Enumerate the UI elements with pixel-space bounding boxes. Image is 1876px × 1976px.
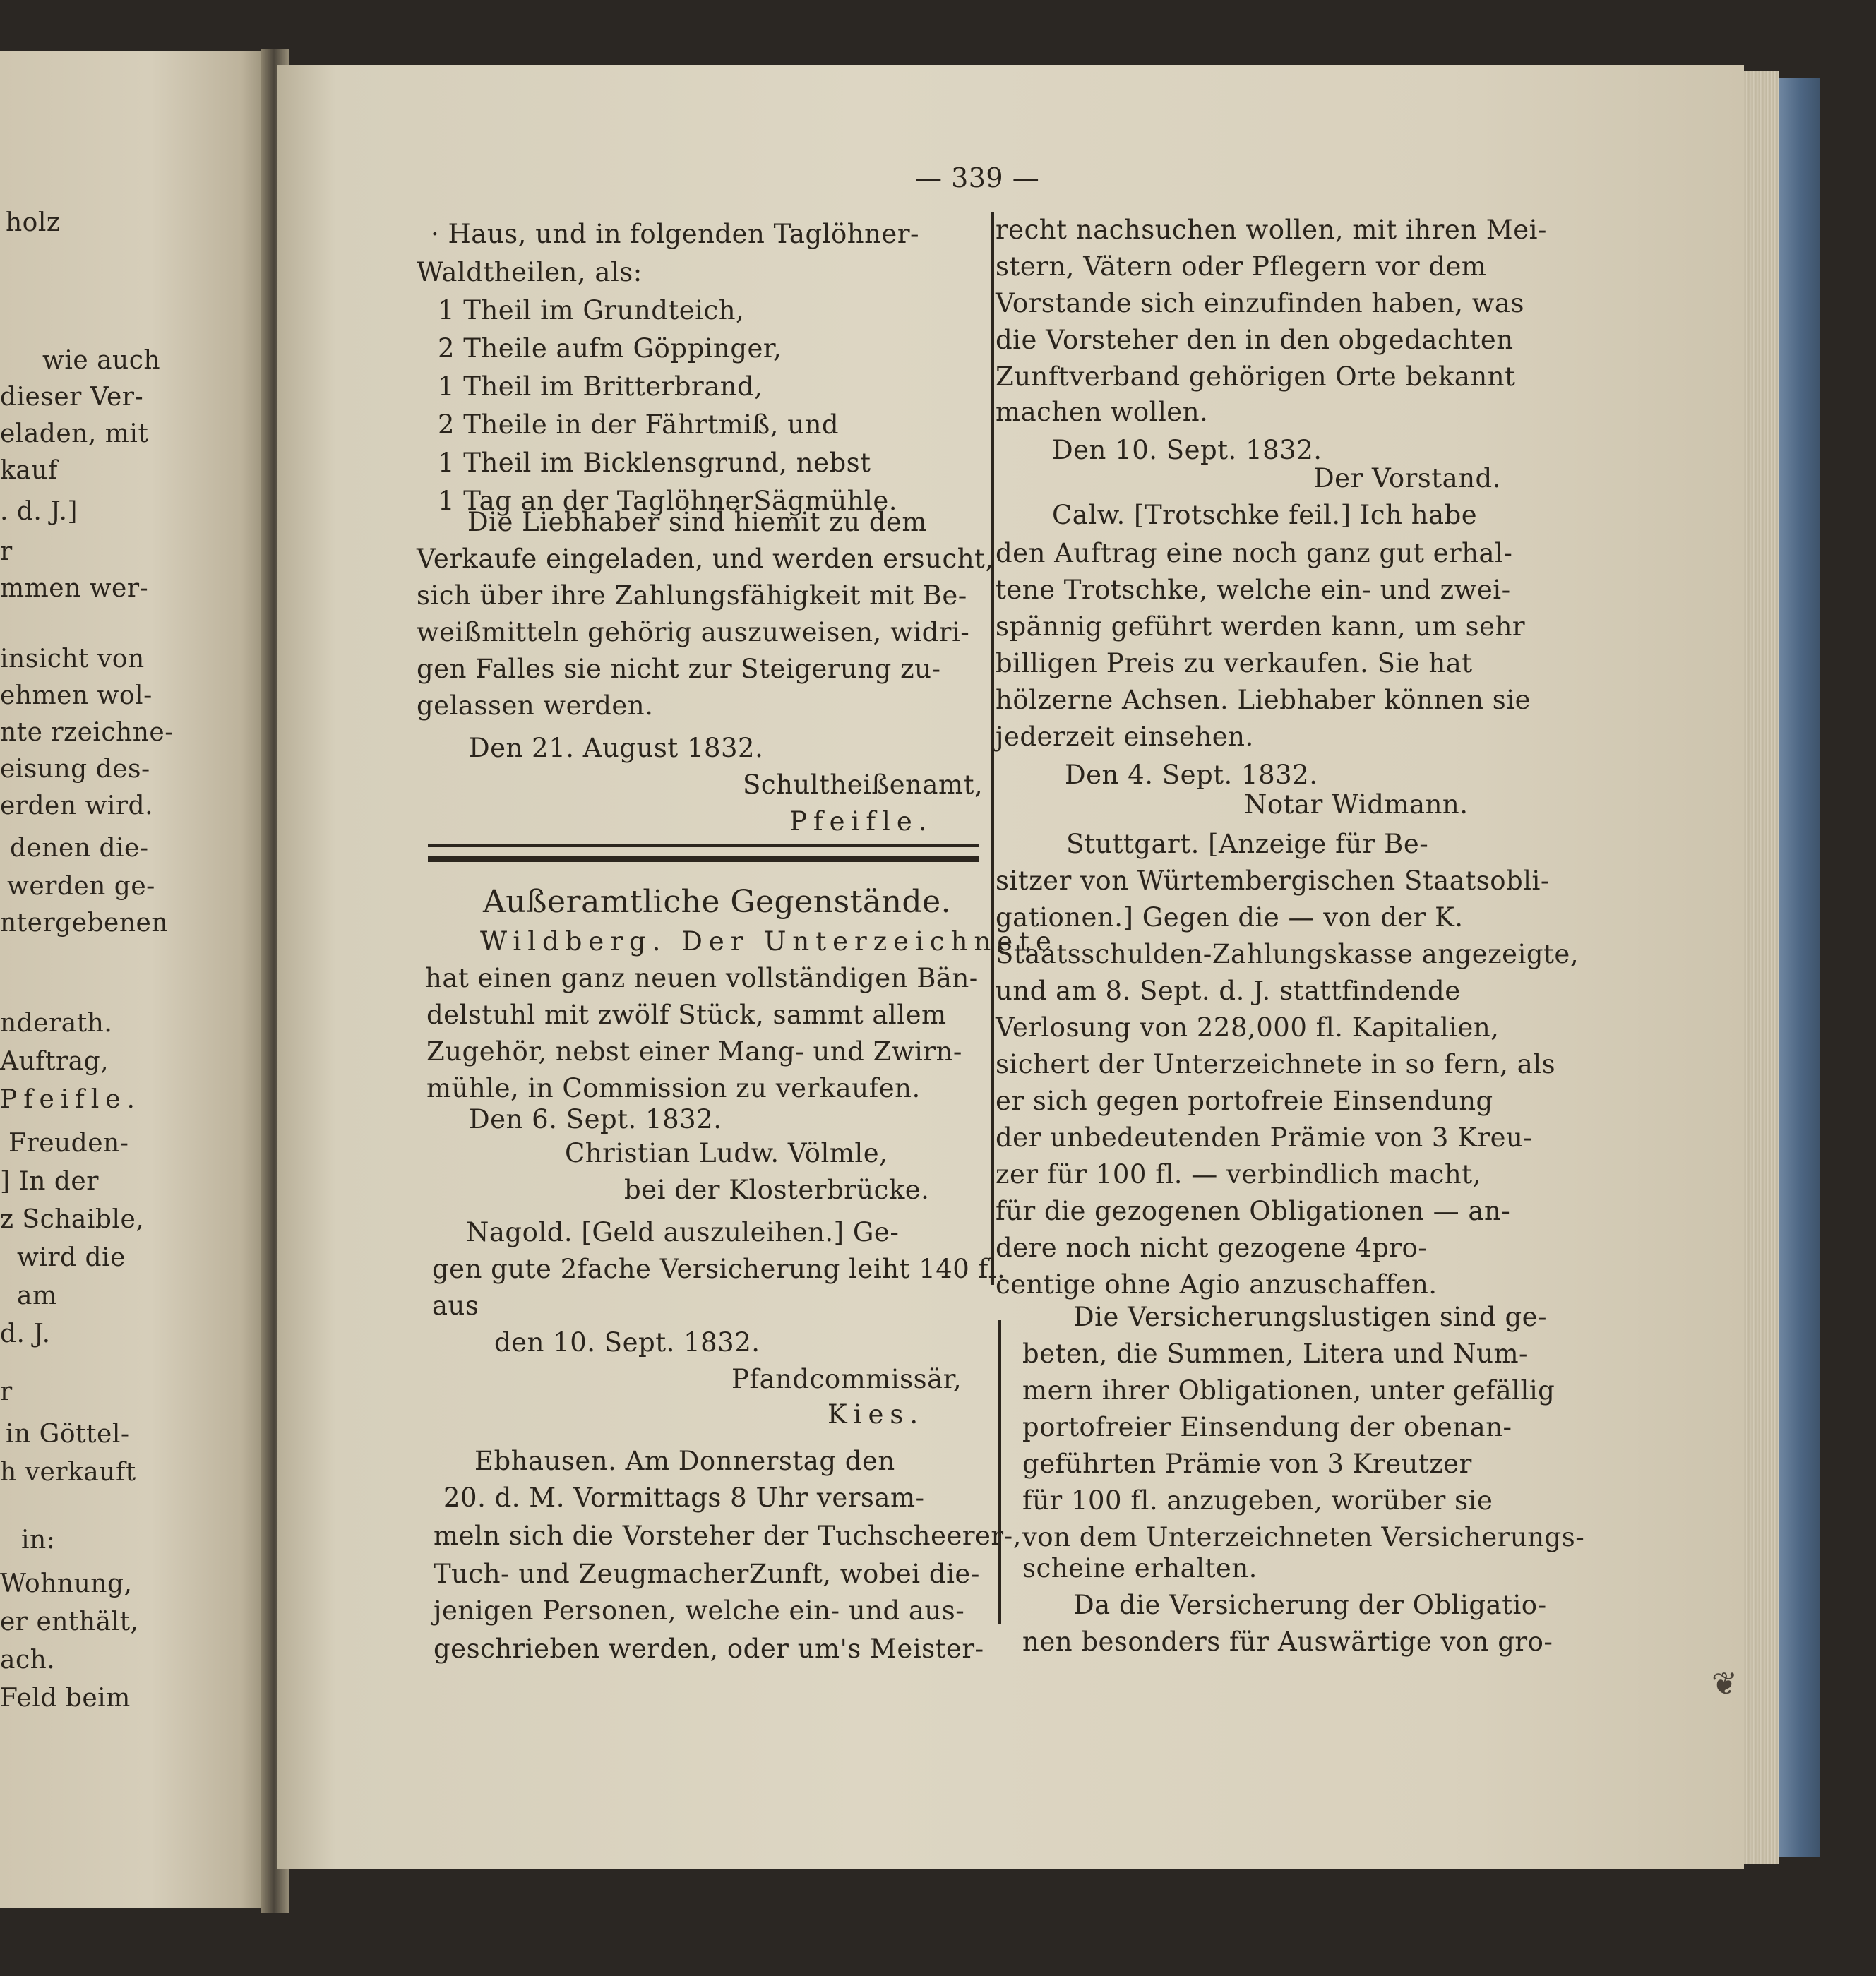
left-fragment: d. J. xyxy=(0,1319,51,1348)
col1-line: gen gute 2fache Versicherung leiht 140 fl. xyxy=(432,1254,1006,1284)
col2-line: machen wollen. xyxy=(996,397,1209,427)
book-cover-edge xyxy=(1779,78,1820,1857)
col2-line: centige ohne Agio anzuschaffen. xyxy=(996,1269,1438,1300)
left-fragment: in: xyxy=(21,1526,56,1555)
col1-line: Tuch- und ZeugmacherZunft, wobei die- xyxy=(434,1559,980,1589)
col2-line: für die gezogenen Obligationen — an- xyxy=(996,1196,1511,1226)
left-page xyxy=(0,51,274,1908)
col2-line: Verlosung von 228,000 fl. Kapitalien, xyxy=(996,1012,1500,1043)
left-fragment: dieser Ver- xyxy=(0,383,144,412)
left-fragment: Auftrag, xyxy=(0,1047,109,1076)
left-fragment: eisung des- xyxy=(0,755,150,784)
col2-line: jederzeit einsehen. xyxy=(996,721,1254,752)
col1-line: Verkaufe eingeladen, und werden ersucht, xyxy=(417,544,994,574)
col1-line: mühle, in Commission zu verkaufen. xyxy=(426,1073,921,1103)
col2-line: scheine erhalten. xyxy=(1022,1553,1257,1583)
section-rule xyxy=(428,844,979,847)
col1-line: · Haus, und in folgenden Taglöhner- xyxy=(431,219,920,249)
column-divider xyxy=(991,212,994,1285)
col2-line: billigen Preis zu verkaufen. Sie hat xyxy=(996,648,1473,678)
page-number: — 339 — xyxy=(915,162,1040,193)
col2-line: sichert der Unterzeichnete in so fern, als xyxy=(996,1049,1556,1079)
col1-line: Pfandcommissär, xyxy=(731,1364,962,1394)
column-divider xyxy=(998,1320,1001,1624)
col1-line: Wildberg. Der Unterzeichnete xyxy=(480,926,1058,957)
col1-line: Nagold. [Geld auszuleihen.] Ge- xyxy=(466,1217,900,1247)
col2-line: portofreier Einsendung der obenan- xyxy=(1022,1412,1512,1442)
col2-line: Die Versicherungslustigen sind ge- xyxy=(1073,1302,1548,1332)
section-rule-thick xyxy=(428,856,979,862)
col2-line: Den 4. Sept. 1832. xyxy=(1065,760,1318,790)
left-fragment: werden ge- xyxy=(7,872,155,901)
page-edges xyxy=(1740,71,1779,1864)
col2-line: Vorstande sich einzufinden haben, was xyxy=(996,288,1524,318)
left-fragment: ntergebenen xyxy=(0,909,169,938)
col2-line: Staatsschulden-Zahlungskasse angezeigte, xyxy=(996,939,1579,969)
col1-line: 2 Theile aufm Göppinger, xyxy=(438,333,782,364)
col2-line: hölzerne Achsen. Liebhaber können sie xyxy=(996,685,1531,715)
left-fragment: wie auch xyxy=(42,346,161,375)
col1-line: Schultheißenamt, xyxy=(743,770,984,800)
col1-line: Christian Ludw. Völmle, xyxy=(565,1138,888,1168)
col2-line: sitzer von Würtembergischen Staatsobli- xyxy=(996,866,1550,896)
col2-line: Calw. [Trotschke feil.] Ich habe xyxy=(1052,500,1478,530)
left-fragment: insicht von xyxy=(0,645,145,673)
col2-line: spännig geführt werden kann, um sehr xyxy=(996,611,1526,642)
col2-line: Notar Widmann. xyxy=(1244,789,1469,820)
left-fragment: erden wird. xyxy=(0,791,154,820)
col2-line: geführten Prämie von 3 Kreutzer xyxy=(1022,1449,1472,1479)
col1-line: Die Liebhaber sind hiemit zu dem xyxy=(467,507,928,537)
left-fragment: ] In der xyxy=(0,1167,99,1196)
col1-line: Waldtheilen, als: xyxy=(417,257,643,287)
col1-line: aus xyxy=(432,1291,479,1321)
col2-line: er sich gegen portofreie Einsendung xyxy=(996,1086,1493,1116)
col2-line: Stuttgart. [Anzeige für Be- xyxy=(1066,829,1429,859)
col1-line: 1 Tag an der TaglöhnerSägmühle. xyxy=(438,486,898,516)
left-fragment: r xyxy=(0,1377,13,1406)
left-fragment: wird die xyxy=(17,1243,126,1272)
col1-line: Den 21. August 1832. xyxy=(469,733,764,763)
col1-line: 1 Theil im Britterbrand, xyxy=(438,371,763,402)
col1-line: hat einen ganz neuen vollständigen Bän- xyxy=(425,963,979,993)
left-fragment: h verkauft xyxy=(0,1458,136,1487)
col1-line: weißmitteln gehörig auszuweisen, widri- xyxy=(417,617,970,647)
col1-line: bei der Klosterbrücke. xyxy=(624,1175,930,1205)
left-fragment: kauf xyxy=(0,456,58,485)
col1-line: delstuhl mit zwölf Stück, sammt allem xyxy=(426,1000,947,1030)
printer-ornament-icon: ❦ xyxy=(1711,1666,1738,1702)
col2-line: recht nachsuchen wollen, mit ihren Mei- xyxy=(996,215,1547,245)
col1-line: Zugehör, nebst einer Mang- und Zwirn- xyxy=(426,1036,962,1067)
left-fragment: er enthält, xyxy=(0,1607,139,1636)
left-fragment: Pfeifle. xyxy=(0,1085,141,1114)
col1-line: gen Falles sie nicht zur Steigerung zu- xyxy=(417,654,941,684)
col1-line: Ebhausen. Am Donnerstag den xyxy=(474,1446,895,1476)
col2-line: tene Trotschke, welche ein- und zwei- xyxy=(996,575,1511,605)
left-fragment: mmen wer- xyxy=(0,574,149,603)
left-fragment: Feld beim xyxy=(0,1684,131,1713)
col2-line: nen besonders für Auswärtige von gro- xyxy=(1022,1627,1553,1657)
col2-line: der unbedeutenden Prämie von 3 Kreu- xyxy=(996,1122,1533,1153)
col2-line: Der Vorstand. xyxy=(1313,463,1501,493)
col1-line: 1 Theil im Bicklensgrund, nebst xyxy=(438,448,871,478)
left-fragment: z Schaible, xyxy=(0,1205,145,1234)
left-fragment: ach. xyxy=(0,1646,56,1675)
col2-line: den Auftrag eine noch ganz gut erhal- xyxy=(996,538,1513,568)
left-fragment: ehmen wol- xyxy=(0,681,153,710)
col1-line: geschrieben werden, oder um's Meister- xyxy=(434,1634,984,1664)
col2-line: für 100 fl. anzugeben, worüber sie xyxy=(1022,1485,1493,1516)
col1-line: Den 6. Sept. 1832. xyxy=(469,1104,722,1134)
col2-line: und am 8. Sept. d. J. stattfindende xyxy=(996,976,1461,1006)
col1-line: 20. d. M. Vormittags 8 Uhr versam- xyxy=(443,1483,925,1513)
left-fragment: holz xyxy=(6,208,61,237)
col2-line: mern ihrer Obligationen, unter gefällig xyxy=(1022,1375,1555,1406)
col2-line: von dem Unterzeichneten Versicherungs- xyxy=(1022,1522,1585,1552)
left-fragment: eladen, mit xyxy=(0,419,149,448)
col2-line: dere noch nicht gezogene 4pro- xyxy=(996,1233,1428,1263)
left-fragment: . d. J.] xyxy=(0,497,78,526)
col2-line: Den 10. Sept. 1832. xyxy=(1052,435,1322,465)
col1-line: den 10. Sept. 1832. xyxy=(494,1327,760,1358)
col1-line: jenigen Personen, welche ein- und aus- xyxy=(434,1595,965,1626)
left-fragment: nte rzeichne- xyxy=(0,718,174,747)
col2-line: beten, die Summen, Litera und Num- xyxy=(1022,1339,1529,1369)
col2-line: zer für 100 fl. — verbindlich macht, xyxy=(996,1159,1481,1190)
col2-line: stern, Vätern oder Pflegern vor dem xyxy=(996,251,1487,282)
col2-line: Zunftverband gehörigen Orte bekannt xyxy=(996,361,1516,392)
left-fragment: am xyxy=(17,1281,57,1310)
col1-line: 2 Theile in der Fährtmiß, und xyxy=(438,409,840,440)
col1-line: sich über ihre Zahlungsfähigkeit mit Be- xyxy=(417,580,967,611)
col1-line: Kies. xyxy=(828,1399,925,1430)
col1-line: meln sich die Vorsteher der Tuchscheerer-, xyxy=(434,1521,1022,1551)
left-fragment: r xyxy=(0,537,13,566)
left-fragment: denen die- xyxy=(10,834,149,863)
left-fragment: Freuden- xyxy=(8,1129,129,1158)
col1-line: Pfeifle. xyxy=(789,806,933,837)
section-heading: Außeramtliche Gegenstände. xyxy=(483,884,952,920)
col1-line: 1 Theil im Grundteich, xyxy=(438,295,745,325)
col2-line: gationen.] Gegen die — von der K. xyxy=(996,902,1464,933)
left-fragment: nderath. xyxy=(0,1009,113,1038)
col1-line: gelassen werden. xyxy=(417,690,654,721)
col2-line: die Vorsteher den in den obgedachten xyxy=(996,325,1514,355)
left-fragment: Wohnung, xyxy=(0,1569,133,1598)
left-fragment: in Göttel- xyxy=(6,1420,130,1449)
col2-line: Da die Versicherung der Obligatio- xyxy=(1073,1590,1547,1620)
